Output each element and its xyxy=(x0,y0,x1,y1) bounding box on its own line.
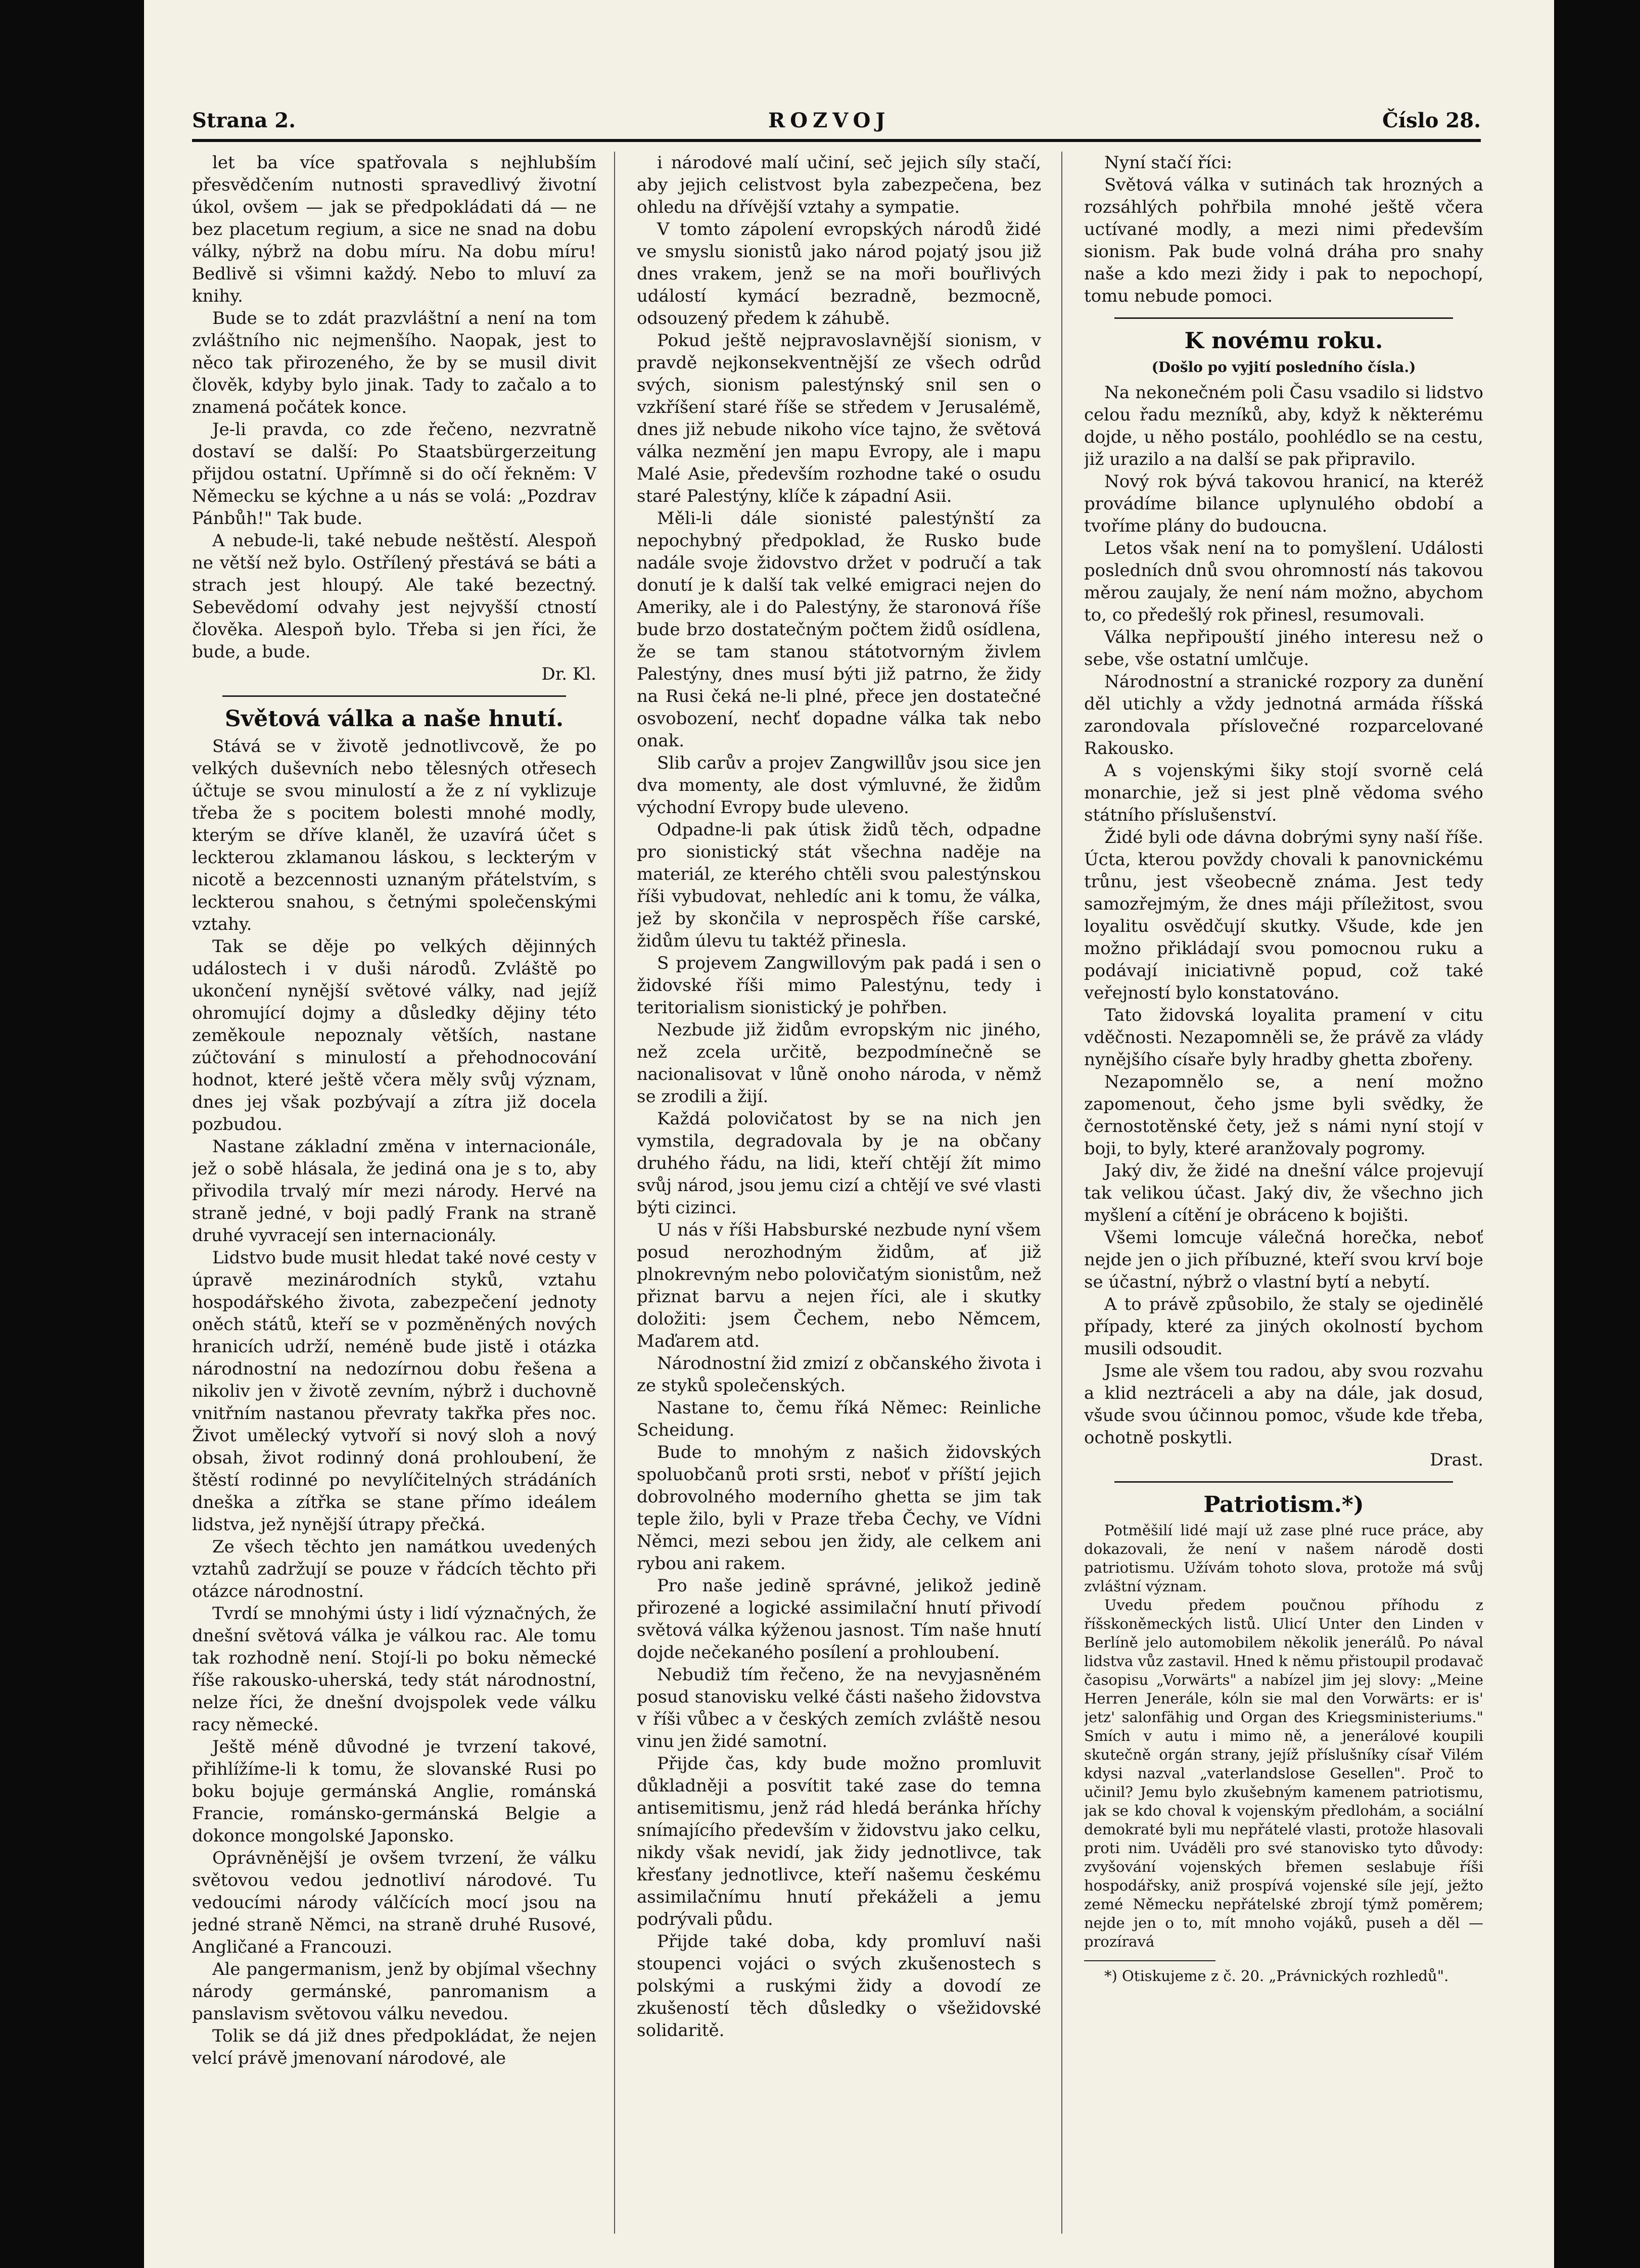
paragraph: Na nekonečném poli Času vsadilo si lidstvo celou řadu mezníků, aby, když k některému dojde, u něho postálo, poohlédlo se na cestu, již urazilo a na další se pak připravilo. xyxy=(1084,383,1483,469)
paragraph: Bude to mnohým z našich židovských spoluobčanů proti srsti, neboť v příští jejich dobrovolného moderního ghetta se jim tak teple žilo, byli v Praze třeba Čechy, ve Vídni Němci, mezi sebou jen židy, ale celkem ani rybou ani rakem. xyxy=(637,1442,1041,1574)
author-signature: Drast. xyxy=(1430,1450,1483,1470)
paragraph: Pokud ještě nejpravoslavnější sionism, v pravdě nejkonsekventnější ze všech odrůd svých, sionism palestýnský snil sen o vzkříšení staré říše se středem v Jerusalémě, dnes již nebude nikoho více tajno, že světová válka nezmění jen mapu Evropy, ale i mapu Malé Asie, především rozhodne také o osudu staré Palestýny, klíče k západní Asii. xyxy=(637,330,1041,506)
paragraph: A to právě způsobilo, že staly se ojedinělé případy, které za jiných okolností bychom musili odsoudit. xyxy=(1084,1294,1483,1359)
paragraph: Ještě méně důvodné je tvrzení takové, přihlížíme-li k tomu, že slovanské Rusi po boku bojuje germánská Anglie, románská Francie, románsko-germánská Belgie a dokonce mongolské Japonsko. xyxy=(192,1737,596,1846)
paragraph: Národnostní žid zmizí z občanského života i ze styků společenských. xyxy=(637,1353,1041,1396)
paragraph: Nezapomnělo se, a není možno zapomenout, čeho jsme byli svědky, že černostotěnské čety, jež s námi nyní stojí v boji, to byly, které aranžovaly pogromy. xyxy=(1084,1072,1483,1159)
page-number: Strana 2. xyxy=(192,109,296,132)
author-signature: Dr. Kl. xyxy=(541,664,596,684)
paragraph: Nezbude již židům evropským nic jiného, než zcela určitě, bezpodmínečně se nacionalisovat v lůně onoho národa, v němž se zrodili a žijí. xyxy=(637,1020,1041,1107)
paragraph: Nastane to, čemu říká Němec: Reinliche Scheidung. xyxy=(637,1398,1041,1440)
paragraph: Nový rok bývá takovou hranicí, na kteréž provádíme bilance uplynulého období a tvoříme plány do budoucna. xyxy=(1084,471,1483,536)
column-separator xyxy=(1061,152,1062,2234)
paragraph: U nás v říši Habsburské nezbude nyní všem posud nerozhodným židům, ať již plnokrevným nebo polovičatým sionistům, než přiznat barvu a nejen říci, ale i skutky doložiti: jsem Čechem, nebo Němcem, Maďarem atd. xyxy=(637,1220,1041,1351)
article-divider xyxy=(1114,317,1453,319)
paragraph: Přijde čas, kdy bude možno promluvit důkladněji a posvítit také zase do temna antisemitismu, jenž rád hledá beránka hříchy snímajícího především v židovstvu jako celku, nikdy však nevidí, jak židy jednotlivce, tak křesťany jednotlivce, kteří našemu českému assimilačnímu hnutí překáželi a jemu podrývali půdu. xyxy=(637,1754,1041,1929)
paragraph: Ze všech těchto jen namátkou uvedených vztahů zadržují se pouze v řádcích těchto při otázce národnostní. xyxy=(192,1537,596,1601)
paragraph: i národové malí učiní, seč jejich síly stačí, aby jejich celistvost byla zabezpečena, bez ohledu na dřívější vztahy a sympatie. xyxy=(637,153,1041,217)
paragraph: let ba více spatřovala s nejhlubším přesvědčením nutnosti spravedlivý životní úkol, ovšem — jak se předpokládati dá — ne bez placetum regium, a sice ne snad na dobu války, nýbrž na dobu míru. Na dobu míru! Bedlivě si všimni každý. Nebo to mluví za knihy. xyxy=(192,153,596,306)
paragraph: Tvrdí se mnohými ústy i lidí význačných, že dnešní světová válka je válkou rac. Ale tomu tak rozhodně není. Stojí-li po boku německé říše rakousko-uherská, tedy stát národnostní, nelze říci, že dnešní dvojspolek vede válku racy německé. xyxy=(192,1603,596,1735)
article-title: Patriotism.*) xyxy=(1203,1492,1364,1518)
paragraph: S projevem Zangwillovým pak padá i sen o židovské říši mimo Palestýnu, tedy i teritorialism sionistický je pohřben. xyxy=(637,953,1041,1018)
article-title: K novému roku. xyxy=(1184,328,1383,354)
paragraph: Potměšilí lidé mají už zase plné ruce práce, aby dokazovali, že není v našem národě dosti patriotismu. Užívám tohoto slova, protože má svůj zvláštní význam. xyxy=(1084,1522,1483,1595)
paragraph: Lidstvo bude musit hledat také nové cesty v úpravě mezinárodních styků, vztahu hospodářského života, zabezpečení jednoty oněch států, kteří se v pozměněných nových hranicích udrží, neméně bude jistě i otázka národnostní na nedozírnou dobu řešena a nikoliv jen v životě zevním, nýbrž i duchovně vnitřním nastanou převraty takřka přes noc. Život umělecký vytvoří si nový sloh a nový obsah, život rodinný doná prohloubení, že štěstí rodinné po nevylíčitelných strádáních dneška a zítřka se stane přímo ideálem lidstva, jež nynější útrapy přečká. xyxy=(192,1248,596,1535)
paragraph: V tomto zápolení evropských národů židé ve smyslu sionistů jako národ pojatý jsou již dnes vrakem, jenž se na moři bouřlivých událostí kymácí bezradně, bezmocně, odsouzený předem k záhubě. xyxy=(637,219,1041,328)
paragraph: Židé byli ode dávna dobrými syny naší říše. Úcta, kterou povždy chovali k panovnickému trůnu, jest všeobecně známa. Jest tedy samozřejmým, že dnes máji příležitost, svou loyalitu osvědčují skutky. Všude, kde jen možno přikládají svou pomocnou ruku a podávají iniciativně popud, což také veřejností bylo konstatováno. xyxy=(1084,827,1483,1003)
page-header xyxy=(192,109,1481,137)
paragraph: Odpadne-li pak útisk židů těch, odpadne pro sionistický stát všechna naděje na materiál, ze kterého chtěli svou palestýnskou říši vybudovat, nehledíc ani k tomu, že válka, jež by skončila v neprospěch říše carské, židům úlevu tu taktéž přinesla. xyxy=(637,820,1041,951)
paragraph: A nebude-li, také nebude neštěstí. Alespoň ne větší než bylo. Ostřílený přestává se báti a strach jest hloupý. Ale také bezectný. Sebevědomí odvahy jest nejvyšší ctností člověka. Alespoň bylo. Třeba si jen říci, že bude, a bude. xyxy=(192,531,596,662)
paragraph: Bude se to zdát prazvláštní a není na tom zvláštního nic nejmenšího. Naopak, jest to něco tak přirozeného, že by se musil divit člověk, kdyby bylo jinak. Tady to začalo a to znamená počátek konce. xyxy=(192,308,596,417)
paragraph: Přijde také doba, kdy promluví naši stoupenci vojáci o svých zkušenostech s polskými a ruskými židy a dovodí ze zkušeností těch důsledky o všežidovské solidaritě. xyxy=(637,1931,1041,2041)
paragraph: Stává se v životě jednotlivcově, že po velkých duševních nebo tělesných otřesech účtuje se svou minulostí a že z ní vyklizuje třeba že s pocitem bolesti mnohé modly, kterým se dříve klaněl, že uzavírá účet s leckterou zklamanou láskou, s leckterým v nicotě a bezcennosti uznaným přátelstvím, s leckterou snahou, s četnými společenskými vztahy. xyxy=(192,736,596,934)
masthead-title: ROZVOJ xyxy=(768,109,891,132)
newspaper-page xyxy=(144,0,1554,2268)
paragraph: Nebudiž tím řečeno, že na nevyjasněném posud stanovisku velké části našeho židovstva v říši vůbec a v českých zemích zvláště nesou vinu jen židé samotní. xyxy=(637,1665,1041,1752)
column-separator xyxy=(614,152,615,2234)
issue-number: Číslo 28. xyxy=(1382,109,1481,132)
article-body xyxy=(1084,1521,1483,1951)
paragraph: Národnostní a stranické rozpory za dunění děl utichly a vždy jednotná armáda říšská zarondovala příslovečné rozparcelované Rakousko. xyxy=(1084,672,1483,759)
paragraph: Nyní stačí říci: xyxy=(1104,153,1233,173)
article-divider xyxy=(1114,1481,1453,1483)
paragraph: Ale pangermanism, jenž by objímal všechny národy germánské, panromanism a panslavism světovou válku nevedou. xyxy=(192,1959,596,2024)
paragraph: Tato židovská loyalita pramení v citu vděčnosti. Nezapomněli se, že právě za vlády nynějšího císaře byly hradby ghetta zbořeny. xyxy=(1084,1005,1483,1070)
paragraph: Jaký div, že židé na dnešní válce projevují tak velikou účast. Jaký div, že všechno jich myšlení a cítění je obráceno k bojišti. xyxy=(1084,1161,1483,1225)
paragraph: Uvedu předem poučnou příhodu z říšskoněmeckých listů. Ulicí Unter den Linden v Berlíně jelo automobilem několik jenerálů. Po nával lidstva vůz zastavil. Hned k němu přistoupil prodavač časopisu „Vorwärts" a nabízel jim jej slovy: „Meine Herren Jenerále, kóln sie mal den Vorwärts: er is' jetz' salonfähig und Organ des Kriegsministeriums." Smích v autu i mimo ně, a jenerálové koupili skutečně orgán strany, jejíž příslušníky císař Vilém kdysi nazval „vaterlandslose Gesellen". Proč to učinil? Jemu bylo zkušebným kamenem patriotismu, jak se kdo choval k vojenským předlohám, a sociální demokraté byli mu nepřátelé vlasti, protože hlasovali proti nim. Uváděli pro své stanovisko tyto důvody: zvyšování vojenských břemen seslabuje říši hospodářsky, aniž prospívá vojenské síle její, ježto zemé Německu nepřátelské zbrojí týmž poměrem; nejde jen o to, mít mnoho vojáků, puseh a děl — prozíravá xyxy=(1084,1596,1483,1950)
paragraph: Je-li pravda, co zde řečeno, nezvratně dostaví se další: Po Staatsbürgerzeitung přijdou ostatní. Upřímně si do očí řekněm: V Německu se kýchne a u nás se volá: „Pozdrav Pánbůh!" Tak bude. xyxy=(192,419,596,529)
article-subtitle: (Došlo po vyjití posledního čísla.) xyxy=(1151,359,1416,375)
paragraph: Pro naše jedině správné, jelikož jedině přirozené a logické assimilační hnutí přivodí světová válka kýženou jasnost. Tím naše hnutí dojde nečekaného posílení a prohloubení. xyxy=(637,1576,1041,1663)
column-2 xyxy=(637,152,1041,2244)
paragraph: Letos však není na to pomyšlení. Události posledních dnů svou ohromností nás takovou měrou zaujaly, že není nám možno, abychom to, co předešlý rok přinesl, resumovali. xyxy=(1084,538,1483,625)
article-title: Světová válka a naše hnutí. xyxy=(224,706,564,732)
footnote-rule xyxy=(1084,1960,1215,1961)
paragraph: Světová válka v sutinách tak hrozných a rozsáhlých pohřbila mnohé ještě včera uctívané modly, a mezi nimi především sionism. Pak bude volná dráha pro snahy naše a kdo mezi židy i pak to nepochopí, tomu nebude pomoci. xyxy=(1084,175,1483,306)
footnote: *) Otiskujeme z č. 20. „Právnických rozhledů". xyxy=(1104,1967,1449,1984)
paragraph: Válka nepřipouští jiného interesu než o sebe, vše ostatní umlčuje. xyxy=(1084,627,1483,670)
paragraph: Nastane základní změna v internacionále, jež o sobě hlásala, že jediná ona je s to, aby přivodila trvalý mír mezi národy. Hervé na straně jedné, v boji padlý Frank na straně druhé vyvracejí sen internacionály. xyxy=(192,1137,596,1246)
paragraph: Tak se děje po velkých dějinných událostech i v duši národů. Zvláště po ukončení nynější světové války, nad jejíž ohromující dojmy a důsledky dějiny této zeměkoule nepoznaly větších, nastane zúčtování s minulostí a přehodnocování hodnot, které ještě včera měly svůj význam, dnes jej však pozbývají a zítra již docela pozbudou. xyxy=(192,936,596,1135)
paragraph: Oprávněnější je ovšem tvrzení, že válku světovou vedou jednotliví národové. Tu vedoucími národy válčících mocí jsou na jedné straně Němci, na straně druhé Rusové, Angličané a Francouzi. xyxy=(192,1848,596,1957)
paragraph: Slib carův a projev Zangwillův jsou sice jen dva momenty, ale dost výmluvné, že židům východní Evropy bude uleveno. xyxy=(637,753,1041,818)
column-1 xyxy=(192,152,596,2244)
header-rule xyxy=(192,139,1481,142)
paragraph: Měli-li dále sionisté palestýnští za nepochybný předpoklad, že Rusko bude nadále svoje židovstvo držet v područí a tak donutí je k další tak velké emigraci nejen do Ameriky, ale i do Palestýny, že staronová říše bude brzo dostatečným počtem židů osídlena, že se tam stanou státotvorným živlem Palestýny, dnes musí býti již patrno, že židy na Rusi čeká ne-li plné, přece jen dostatečné osvobození, nechť dopadne válka tak nebo onak. xyxy=(637,508,1041,751)
article-divider xyxy=(222,695,566,697)
paragraph: Tolik se dá již dnes předpokládat, že nejen velcí právě jmenovaní národové, ale xyxy=(192,2026,596,2068)
paragraph: Každá polovičatost by se na nich jen vymstila, degradovala by je na občany druhého řádu, na lidi, kteří chtějí žít mimo svůj národ, jsou jemu cizí a chtějí ve své vlasti býti cizinci. xyxy=(637,1109,1041,1218)
paragraph: A s vojenskými šiky stojí svorně celá monarchie, jež si jest plně vědoma svého státního příslušenství. xyxy=(1084,761,1483,825)
paragraph: Jsme ale všem tou radou, aby svou rozvahu a klid neztráceli a aby na dále, jak dosud, všude svou účinnou pomoc, všude kde třeba, ochotně poskytli. xyxy=(1084,1361,1483,1448)
column-3 xyxy=(1084,152,1483,2244)
paragraph: Všemi lomcuje válečná horečka, neboť nejde jen o jich příbuzné, kteří svou krví boje se účastní, nýbrž o vlastní bytí a nebytí. xyxy=(1084,1227,1483,1292)
